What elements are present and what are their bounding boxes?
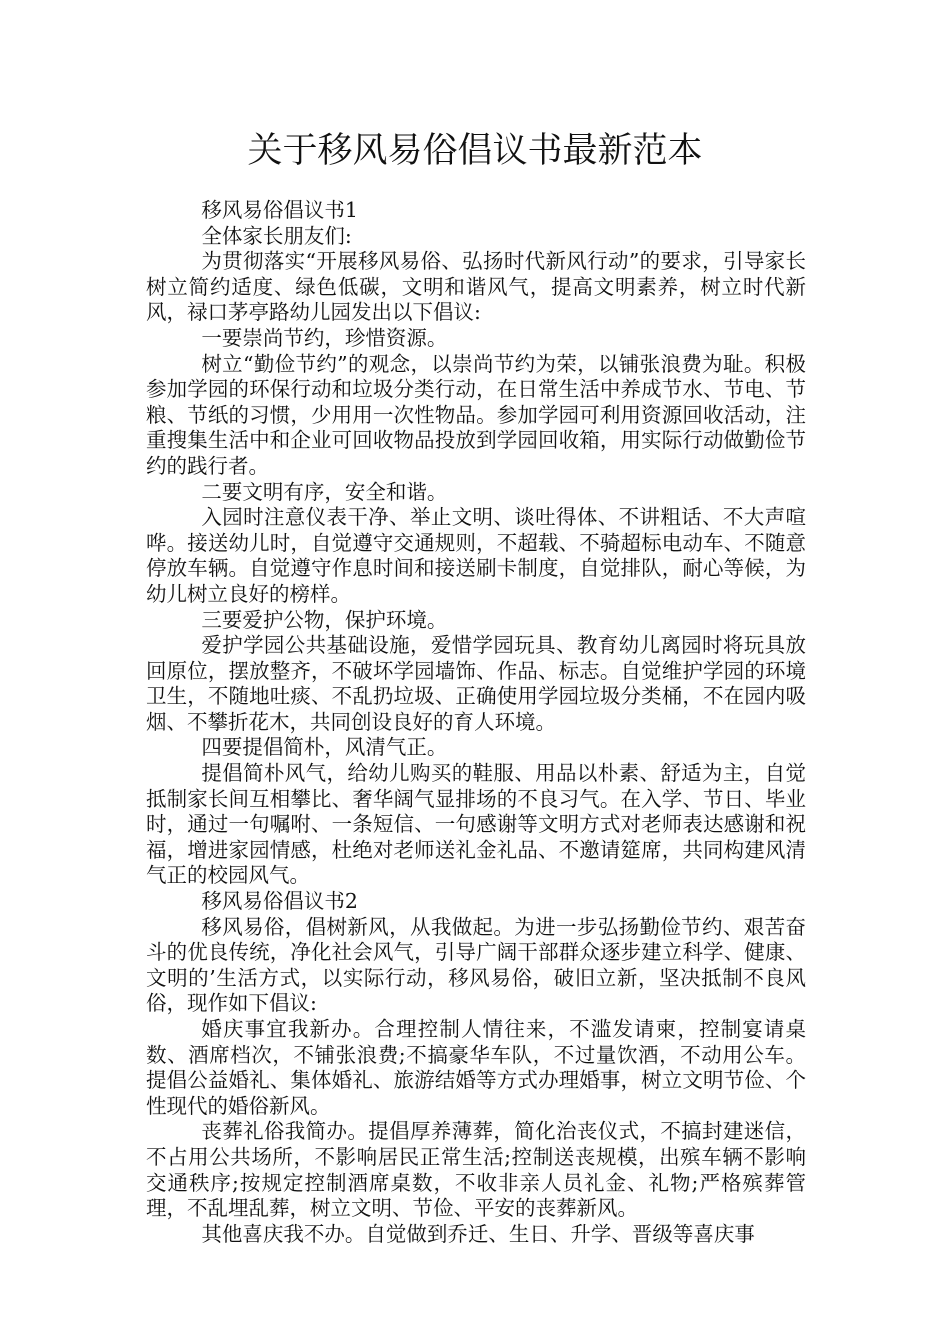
- body-paragraph: 婚庆事宜我新办。合理控制人情往来，不滥发请柬，控制宴请桌数、酒席档次，不铺张浪费;不搞豪华车队，不过量饮酒，不动用公车。提倡公益婚礼、集体婚礼、旅游结婚等方式办理婚事，树立文明节俭、个性现代的婚俗新风。: [146, 1017, 806, 1118]
- body-paragraph: 树立“勤俭节约”的观念，以崇尚节约为荣，以铺张浪费为耻。积极参加学园的环保行动和垃圾分类行动，在日常生活中养成节水、节电、节粮、节纸的习惯，少用用一次性物品。参加学园可利用资源回收活动，注重搜集生活中和企业可回收物品投放到学园回收箱，用实际行动做勤俭节约的践行者。: [146, 351, 806, 478]
- body-paragraph: 为贯彻落实“开展移风易俗、弘扬时代新风行动”的要求，引导家长树立简约适度、绿色低碳，文明和谐风气，提高文明素养，树立时代新风，禄口茅亭路幼儿园发出以下倡议:: [146, 249, 806, 325]
- body-paragraph: 入园时注意仪表干净、举止文明、谈吐得体、不讲粗话、不大声喧哗。接送幼儿时，自觉遵守交通规则，不超载、不骑超标电动车、不随意停放车辆。自觉遵守作息时间和接送刷卡制度，自觉排队，耐心等候，为幼儿树立良好的榜样。: [146, 505, 806, 606]
- section-heading: 移风易俗倡议书2: [201, 889, 358, 914]
- salutation: 全体家长朋友们:: [201, 223, 352, 248]
- proposal-heading: 三要爱护公物，保护环境。: [201, 607, 448, 632]
- document-title: 关于移风易俗倡议书最新范本: [247, 131, 703, 171]
- section-heading: 移风易俗倡议书1: [201, 198, 358, 222]
- proposal-heading: 四要提倡简朴，风清气正。: [201, 735, 448, 760]
- body-paragraph: 丧葬礼俗我简办。提倡厚养薄葬，简化治丧仪式，不搞封建迷信，不占用公共场所，不影响居民正常生活;控制送丧规模，出殡车辆不影响交通秩序;按规定控制酒席桌数，不收非亲人员礼金、礼物;严格殡葬管理，不乱埋乱葬，树立文明、节俭、平安的丧葬新风。: [146, 1119, 806, 1221]
- proposal-heading: 二要文明有序，安全和谐。: [201, 479, 448, 504]
- proposal-heading: 一要崇尚节约，珍惜资源。: [201, 325, 448, 350]
- document-body: [146, 198, 806, 1247]
- body-paragraph: 移风易俗，倡树新风，从我做起。为进一步弘扬勤俭节约、艰苦奋斗的优良传统，净化社会风气，引导广阔干部群众逐步建立科学、健康、文明的’生活方式，以实际行动，移风易俗，破旧立新，坚决抵制不良风俗，现作如下倡议:: [146, 914, 806, 1016]
- body-paragraph: 其他喜庆我不办。自觉做到乔迁、生日、升学、晋级等喜庆事: [201, 1221, 755, 1246]
- body-paragraph: 提倡简朴风气，给幼儿购买的鞋服、用品以朴素、舒适为主，自觉抵制家长间互相攀比、奢华阔气显排场的不良习气。在入学、节日、毕业时，通过一句嘱咐、一条短信、一句感谢等文明方式对老师表达感谢和祝福，增进家园情感，杜绝对老师送礼金礼品、不邀请筵席，共同构建风清气正的校园风气。: [146, 761, 806, 888]
- body-paragraph: 爱护学园公共基础设施，爱惜学园玩具、教育幼儿离园时将玩具放回原位，摆放整齐，不破坏学园墙饰、作品、标志。自觉维护学园的环境卫生，不随地吐痰、不乱扔垃圾、正确使用学园垃圾分类桶，不在园内吸烟、不攀折花木，共同创设良好的育人环境。: [146, 633, 806, 734]
